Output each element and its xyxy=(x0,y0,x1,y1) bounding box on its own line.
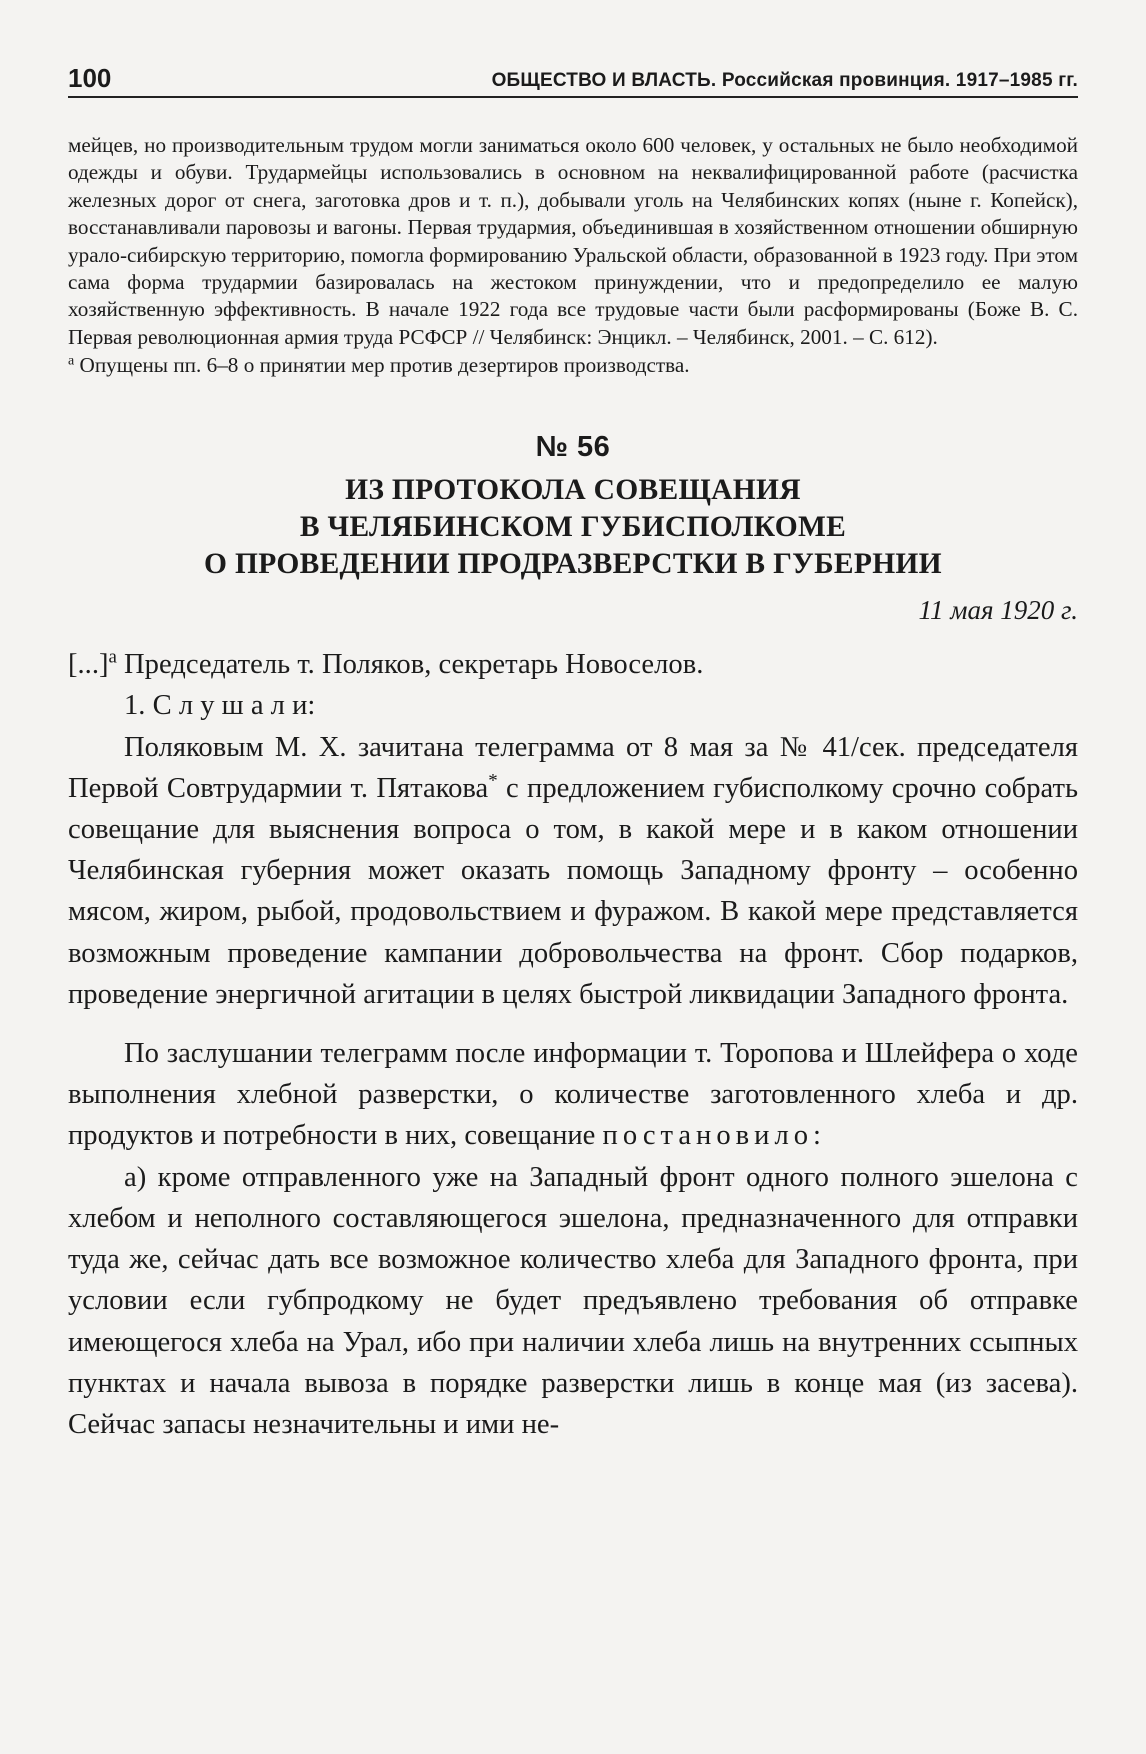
book-page xyxy=(68,60,1078,1445)
telegram-paragraph xyxy=(68,727,1078,1015)
document-number: № 56 xyxy=(535,431,611,464)
document-date: 11 мая 1920 г. xyxy=(918,595,1078,626)
document-body xyxy=(68,644,1078,1445)
telegram-text-start: Поляковым М. Х. зачитана телеграмма от 8 мая за № 41/сек. председателя Первой Совтрудармии т. Пятакова xyxy=(68,731,1078,804)
running-title: ОБЩЕСТВО И ВЛАСТЬ. Российская провинция. 1917–1985 гг. xyxy=(491,70,1078,91)
running-header xyxy=(68,60,1078,98)
resolution-paragraph xyxy=(68,1033,1078,1157)
attendance-paragraph xyxy=(68,644,1078,685)
footnote-a-mark: а xyxy=(68,353,75,369)
omission-mark: [...] xyxy=(68,649,109,681)
document-title-line-3: О ПРОВЕДЕНИИ ПРОДРАЗВЕРСТКИ В ГУБЕРНИИ xyxy=(204,548,942,581)
footnote-a-text: Опущены пп. 6–8 о принятии мер против дезертиров производства. xyxy=(74,353,690,378)
heard-heading: 1. С л у ш а л и: xyxy=(124,690,316,722)
document-title-line-1: ИЗ ПРОТОКОЛА СОВЕЩАНИЯ xyxy=(345,474,801,507)
document-title-line-2: В ЧЕЛЯБИНСКОМ ГУБИСПОЛКОМЕ xyxy=(299,511,847,544)
footnote-continuation-text: мейцев, но производительным трудом могли заниматься около 600 человек, у остальных не было необходимой одежды и обуви. Трудармейцы использовались в основном на неквалифицированной работе (расчистка железных дорог от снега, заготовка дров и т. п.), добывали уголь на Челябинских копях (ныне г. Копейск), восстанавливали паровозы и вагоны. Первая трудармия, объединившая в хозяйственном отношении обширную урало-сибирскую территорию, помогла формированию Уральской области, образованной в 1923 году. При этом сама форма трудармии базировалась на жестоком принуждении, что и предопределило ее малую хозяйственную эффективность. В начале 1922 года все трудовые части были расформированы (Боже В. С. Первая революционная армия труда РСФСР // Челябинск: Энцикл. – Челябинск, 2001. – С. 612). xyxy=(68,133,1078,349)
telegram-text-end: с предложением губисполкому срочно собрать совещание для выяснения вопроса о том, в какой мере и в каком отношении Челябинская губерния может оказать помощь Западному фронту – особенно мясом, жиром, рыбой, продовольствием и фуражом. В какой мере представляется возможным проведение кампании добровольчества на фронт. Сбор подарков, проведение энергичной агитации в целях быстрой ликвидации Западного фронта. xyxy=(68,772,1078,1010)
item-a-paragraph: а) кроме отправленного уже на Западный фронт одного полного эшелона с хлебом и неполного составляющегося эшелона, предназначенного для отправки туда же, сейчас дать все возможное количество хлеба для Западного фронта, при условии если губпродкому не будет предъявлено требования об отправке имеющегося хлеба на Урал, ибо при наличии хлеба лишь на внутренних ссыпных пунктах и начала вывоза в порядке разверстки лишь в конце мая (из засева). Сейчас запасы незначительны и ими не- xyxy=(68,1161,1078,1440)
footnote-continuation xyxy=(68,132,1078,379)
page-number: 100 xyxy=(68,63,112,93)
document-title xyxy=(68,472,1078,583)
resolution-text: По заслушании телеграмм после информации т. Торопова и Шлейфера о ходе выполнения хлебной разверстки, о количестве заготовленного хлеба и др. продуктов и потребности в них, совещание xyxy=(68,1038,1078,1152)
attendance-text: Председатель т. Поляков, секретарь Новоселов. xyxy=(116,649,704,681)
footnote-a xyxy=(68,351,1078,379)
footnote-ref-a: а xyxy=(108,646,117,668)
resolved-word: постановило: xyxy=(602,1120,826,1152)
footnote-ref-star: * xyxy=(488,770,498,792)
